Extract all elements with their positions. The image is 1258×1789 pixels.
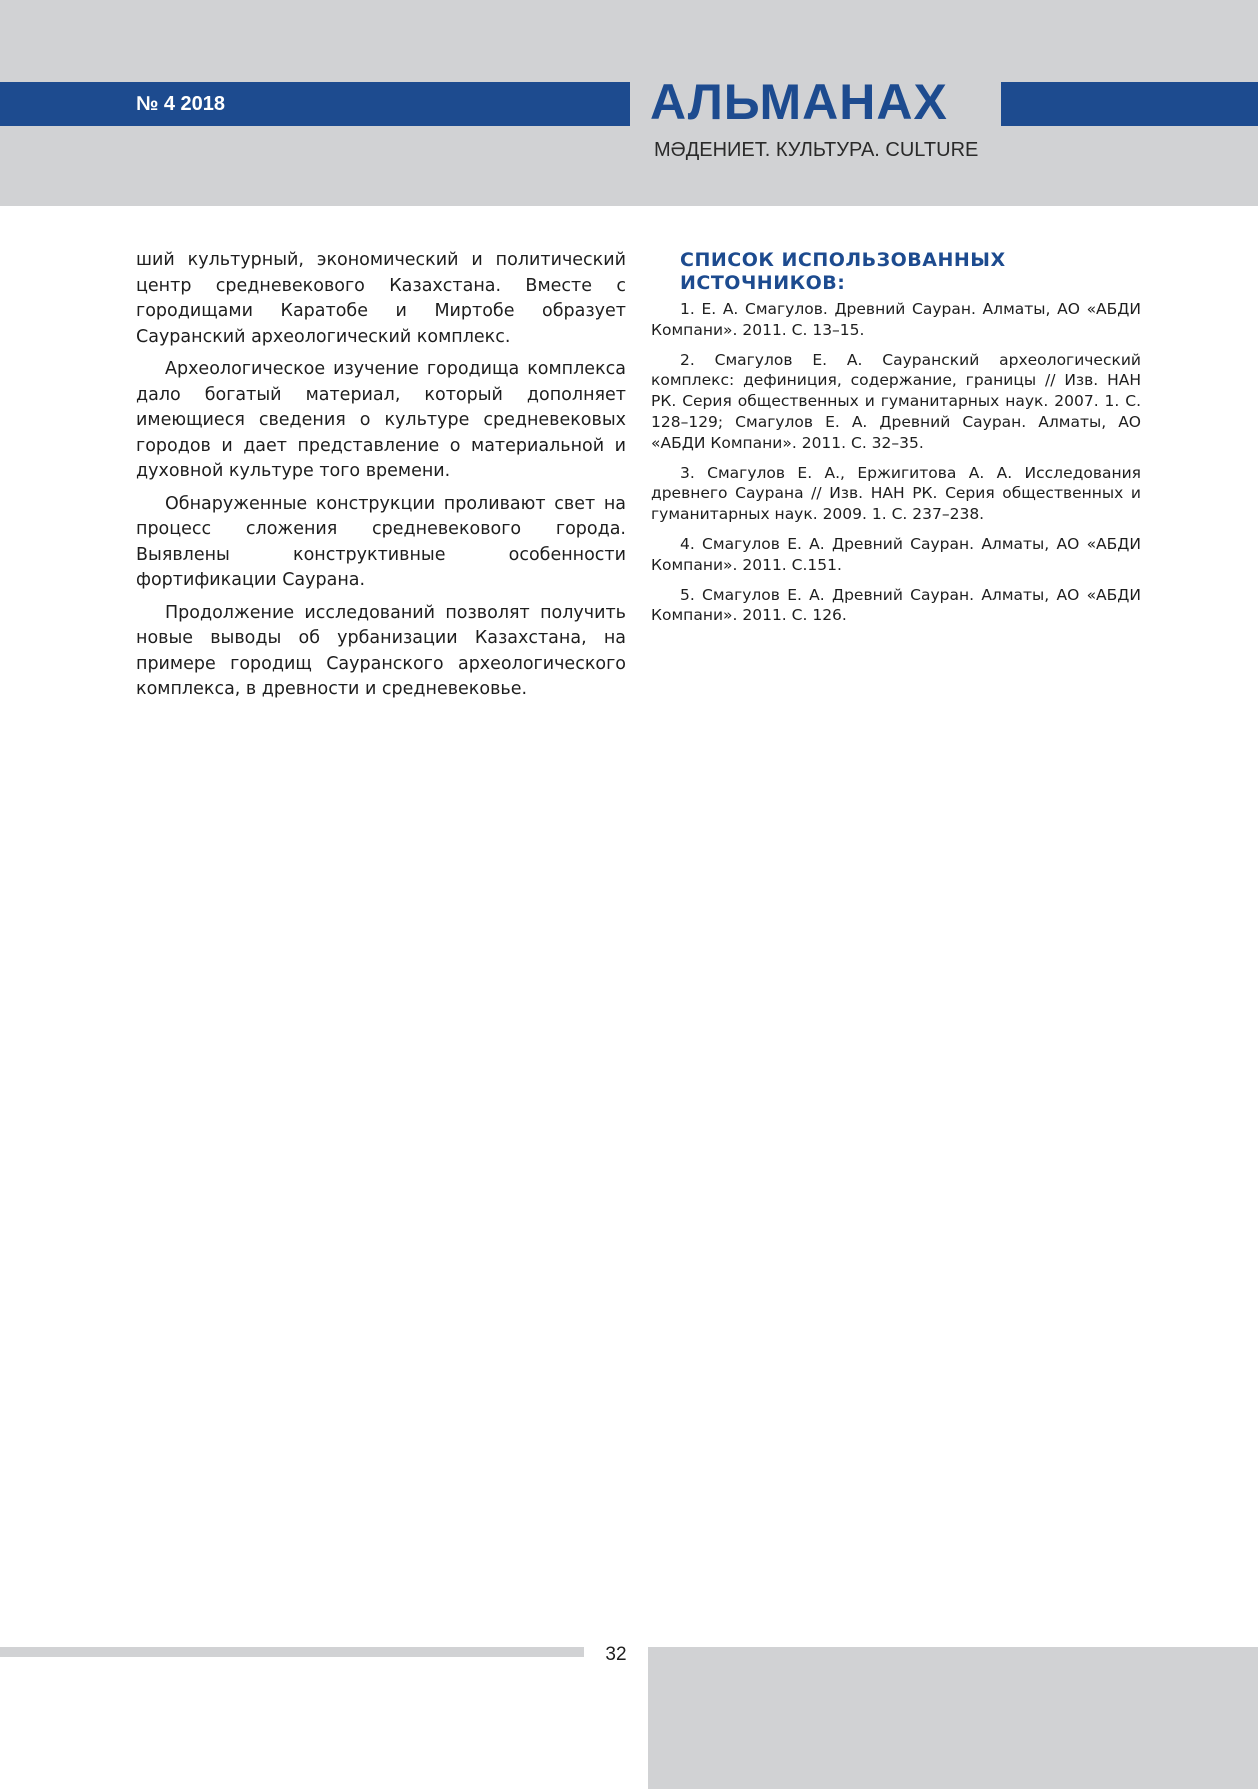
journal-title: АЛЬМАНАХ [650, 74, 948, 130]
footer-rule [0, 1647, 584, 1657]
body-paragraph: ший культурный, экономический и политический центр средневекового Казахстана. Вместе с городищами Каратобе и Миртобе образует Сауранский археологический комплекс. [136, 250, 626, 347]
body-paragraph: Продолжение исследований позволят получить новые выводы об урбанизации Казахстана, на примере городищ Сауранского археологического комплекса, в древности и средневековье. [136, 602, 626, 699]
body-paragraph: Археологическое изучение городища комплекса дало богатый материал, который дополняет имеющиеся сведения о культуре средневековых городов и дает представление о материальной и духовной культуре того времени. [136, 359, 626, 481]
page-number: 32 [605, 1644, 627, 1665]
references-heading: СПИСОК ИСПОЛЬЗОВАННЫХ ИСТОЧНИКОВ: [680, 249, 1006, 294]
body-paragraph: Обнаруженные конструкции проливают свет на процесс сложения средневекового города. Выявлены конструктивные особенности фортификации Саурана. [136, 493, 626, 590]
reference-item: 4. Смагулов Е. А. Древний Сауран. Алматы, АО «АБДИ Компани». 2011. С.151. [651, 534, 1141, 574]
reference-item: 5. Смагулов Е. А. Древний Сауран. Алматы, АО «АБДИ Компани». 2011. С. 126. [651, 585, 1141, 625]
journal-subtitle: МӘДЕНИЕТ. КУЛЬТУРА. CULTURE [654, 139, 979, 161]
references-section [651, 249, 1141, 635]
reference-item: 3. Смагулов Е. А., Ержигитова А. А. Исследования древнего Саурана // Изв. НАН РК. Серия общественных и гуманитарных наук. 2009. 1. С. 237–238. [651, 463, 1141, 524]
header-band-right [1001, 82, 1258, 126]
header-band-left [0, 82, 630, 126]
article-body [136, 248, 626, 710]
reference-item: 1. Е. А. Смагулов. Древний Сауран. Алматы, АО «АБДИ Компани». 2011. С. 13–15. [651, 300, 1141, 339]
issue-number: № 4 2018 [136, 93, 226, 115]
footer-block [648, 1647, 1258, 1789]
reference-item: 2. Смагулов Е. А. Сауранский археологический комплекс: дефиниция, содержание, границы // Изв. НАН РК. Серия общественных и гуманитарных наук. 2007. 1. С. 128–129; Смагулов Е. А. Древний Сауран. Алматы, АО «АБДИ Компани». 2011. С. 32–35. [651, 350, 1141, 452]
